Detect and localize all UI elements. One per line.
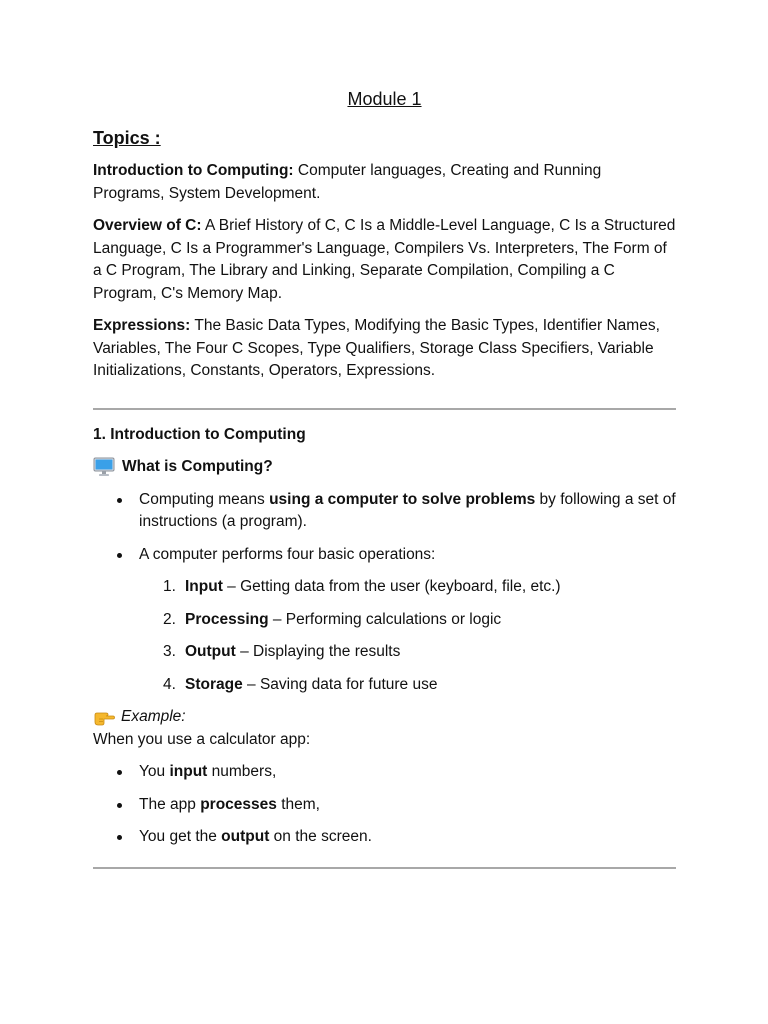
example-intro: When you use a calculator app: <box>93 730 311 748</box>
operation-name: Storage <box>185 675 243 693</box>
operation-number: 4. <box>163 675 176 693</box>
topic-expressions <box>93 315 676 383</box>
topic-text: Computer languages, Creating and Running Programs, System Development. <box>93 162 602 202</box>
subheading <box>93 456 676 479</box>
operation-text: – Displaying the results <box>235 643 401 660</box>
topic-text: The Basic Data Types, Modifying the Basic Types, Identifier Names, Variables, The Four C Scopes, Type Qualifiers, Storage Class Specifiers, Variable Initializations, Constants, Operators, Expressions. <box>93 317 660 379</box>
operation-name: Input <box>185 578 223 595</box>
topic-overview-of-c <box>93 215 676 305</box>
horizontal-divider <box>93 408 676 410</box>
example-label-line <box>93 706 676 729</box>
operation-item <box>139 674 676 697</box>
subheading-text: What is Computing? <box>122 458 273 475</box>
operation-name: Output <box>185 643 236 660</box>
operations-list <box>139 576 676 696</box>
operation-number: 2. <box>163 610 176 628</box>
operation-name: Processing <box>185 610 269 628</box>
operation-item <box>139 641 676 664</box>
section-heading: 1. Introduction to Computing <box>93 425 306 443</box>
bullet-text: them, <box>276 795 320 813</box>
topic-text: A Brief History of C, C Is a Middle-Level Language, C Is a Structured Language, C Is a Programmer's Language, Compilers Vs. Interpreters, The Form of a C Program, The Library and Linking, Separate Compilation, Compiling a C Program, C's Memory Map. <box>93 217 676 302</box>
list-item <box>93 761 676 784</box>
example-bullets <box>93 761 676 849</box>
list-item <box>93 544 676 697</box>
operation-number: 3. <box>163 643 176 660</box>
operation-item <box>139 609 676 632</box>
bullet-text: You <box>139 763 170 780</box>
computing-bullets <box>93 489 676 697</box>
page-title: Module 1 <box>347 89 422 109</box>
bullet-bold: input <box>169 763 208 780</box>
horizontal-divider <box>93 867 676 869</box>
operation-number: 1. <box>163 578 176 595</box>
desktop-computer-icon <box>93 457 115 477</box>
list-item <box>93 826 676 849</box>
operation-text: – Getting data from the user (keyboard, file, etc.) <box>222 578 561 595</box>
bullet-text: on the screen. <box>269 828 372 845</box>
document-body <box>93 86 676 883</box>
bullet-text: The app <box>139 795 201 813</box>
bullet-text: numbers, <box>207 763 277 780</box>
bullet-text: by following a set of instructions (a program). <box>139 490 676 530</box>
example-label: Example: <box>121 708 186 725</box>
bullet-bold: using a computer to solve problems <box>269 490 536 508</box>
list-item <box>93 794 676 817</box>
bullet-text: Computing means <box>139 490 270 508</box>
topic-label: Expressions: <box>93 317 191 334</box>
list-item <box>93 489 676 534</box>
topic-introduction <box>93 160 676 205</box>
topics-heading: Topics : <box>93 128 161 148</box>
bullet-text: A computer performs four basic operations: <box>139 545 436 563</box>
operation-text: – Saving data for future use <box>242 675 438 693</box>
topic-label: Introduction to Computing: <box>93 162 294 179</box>
bullet-bold: processes <box>200 795 277 813</box>
bullet-text: You get the <box>139 828 222 845</box>
topic-label: Overview of C: <box>93 217 202 234</box>
operation-text: – Performing calculations or logic <box>268 610 502 628</box>
operation-item <box>139 576 676 599</box>
bullet-bold: output <box>221 828 270 845</box>
pointing-hand-icon <box>93 708 115 726</box>
